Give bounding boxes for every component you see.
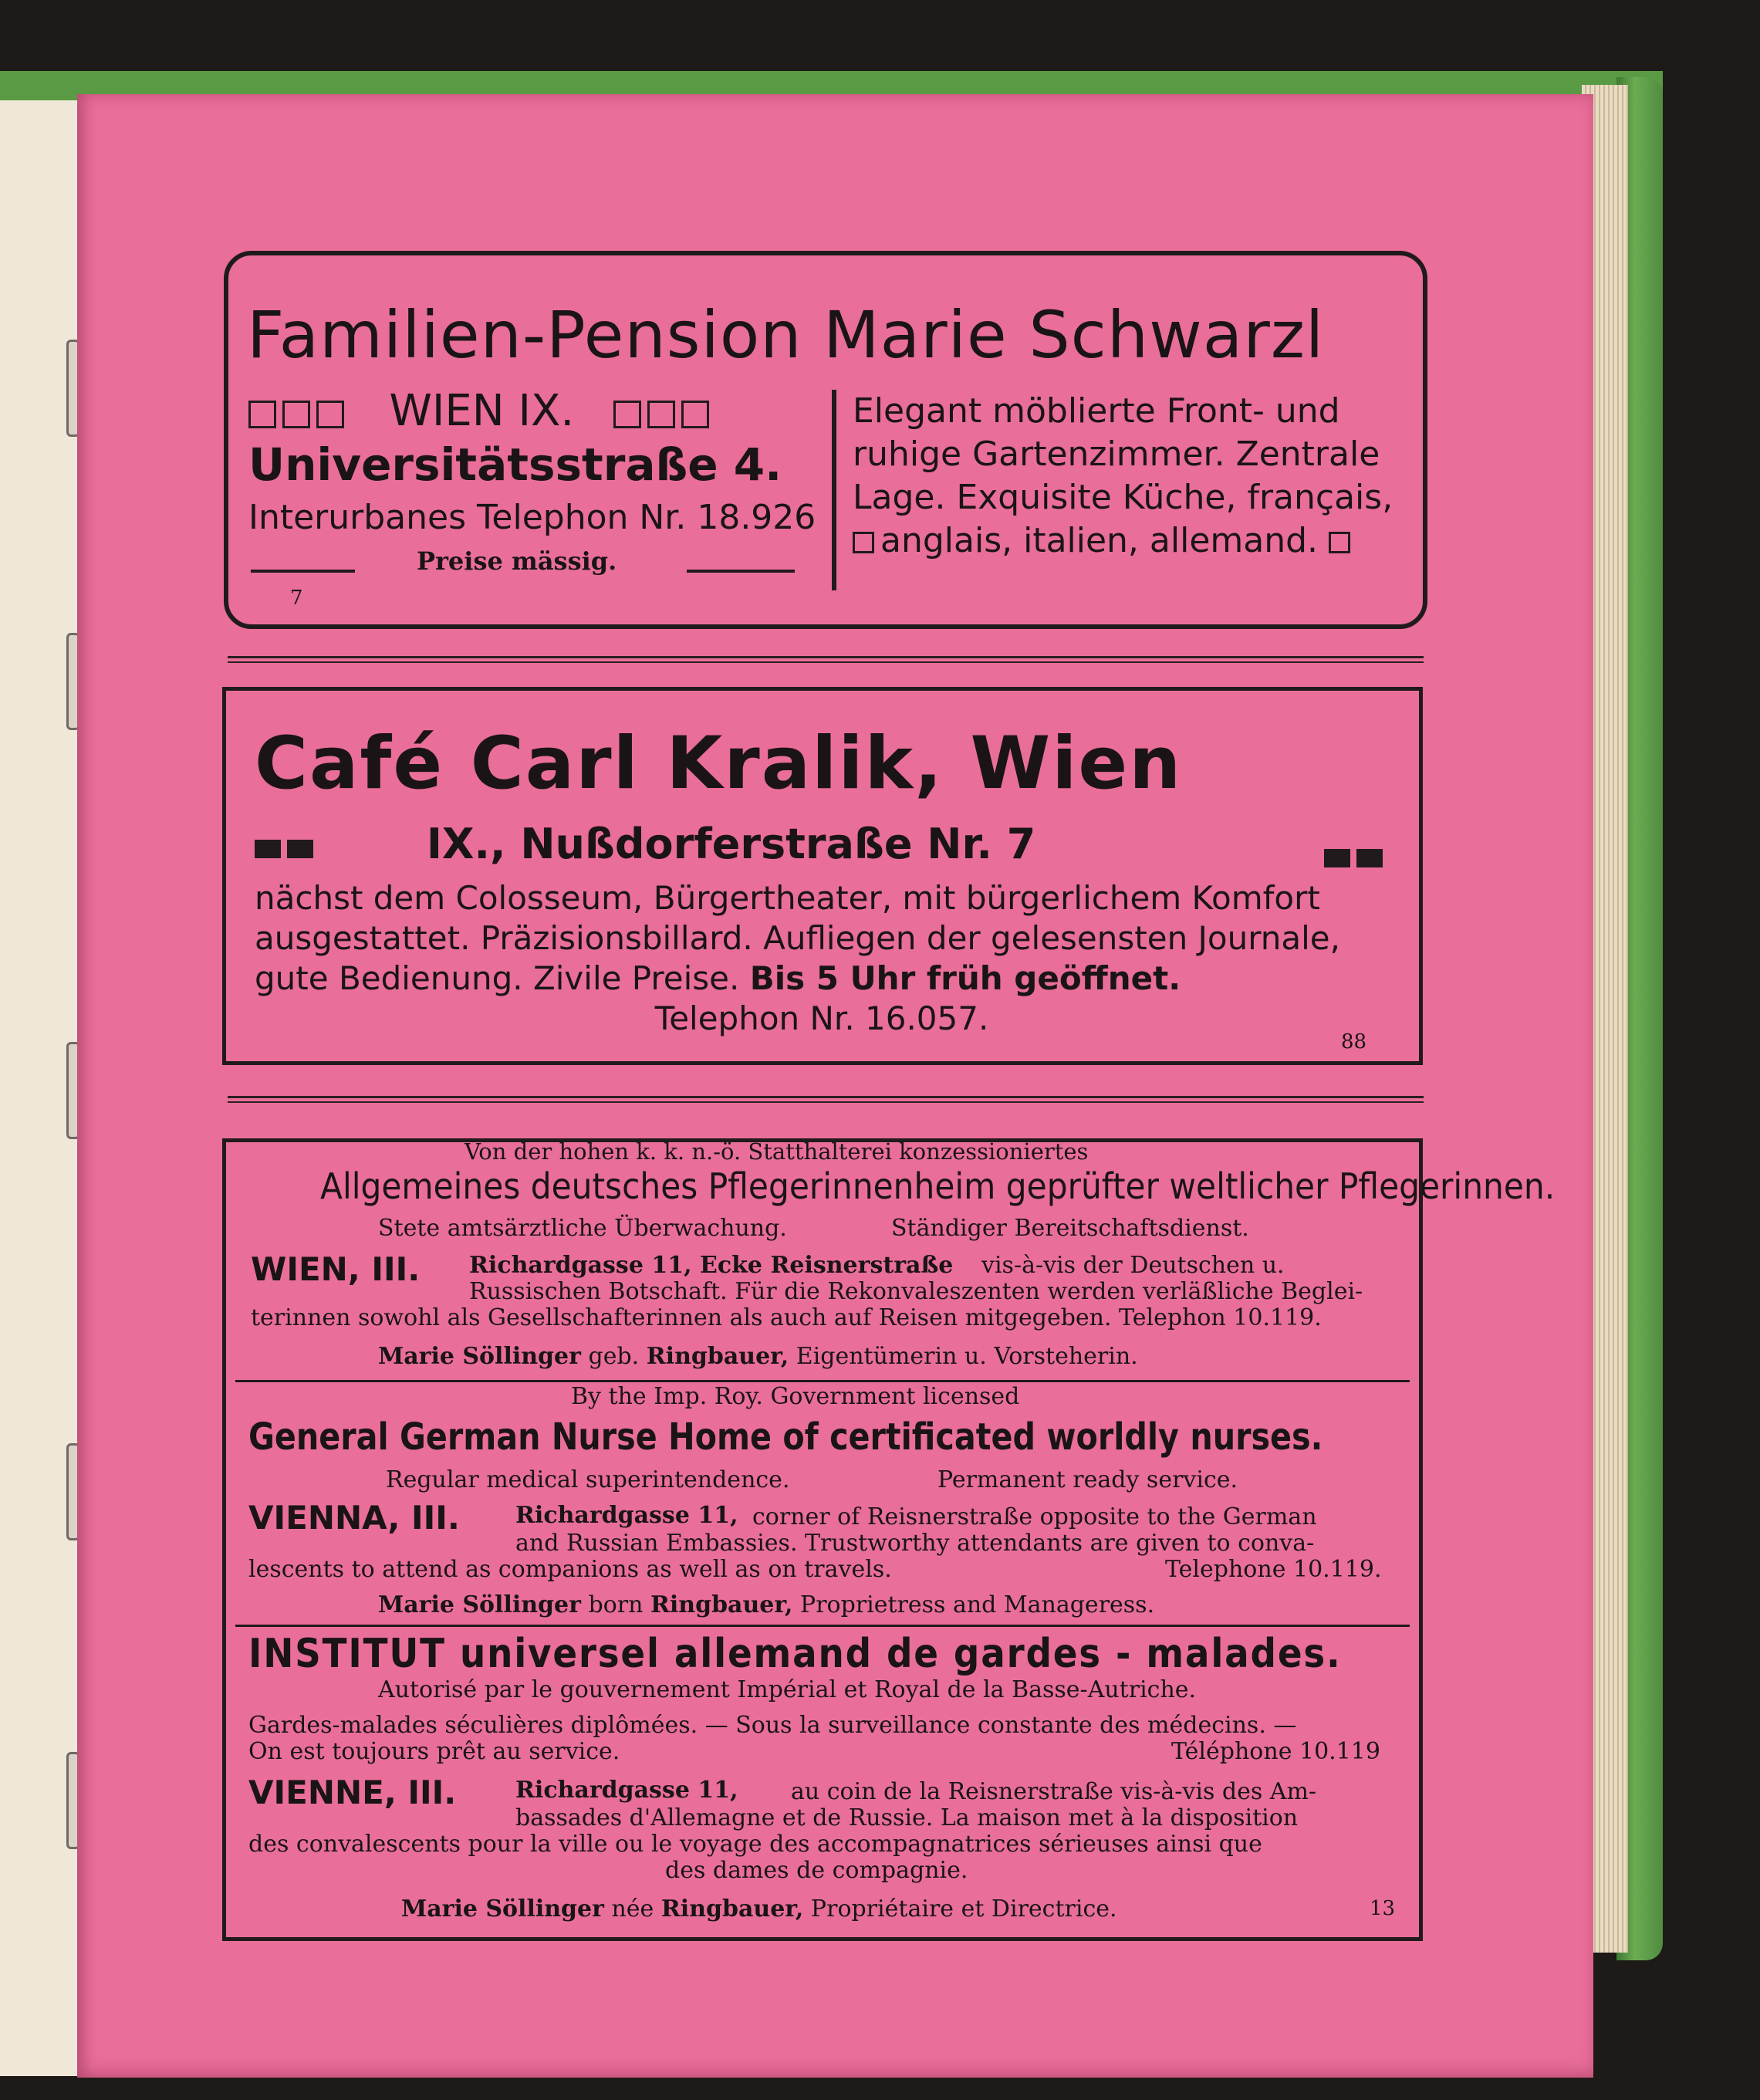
square-ornament: [1329, 532, 1350, 553]
en-city: VIENNA, III.: [248, 1499, 460, 1537]
square-ornament: [248, 401, 276, 428]
square-ornament: [613, 401, 641, 428]
body-line-last: gute Bedienung. Zivile Preise. Bis 5 Uhr früh geöffnet.: [255, 959, 1181, 997]
de-sub-right: Ständiger Bereitschaftsdienst.: [891, 1215, 1249, 1242]
ad-pension-desc: [853, 390, 1400, 563]
ad-pension-ref: 7: [290, 587, 303, 610]
de-city: WIEN, III.: [251, 1250, 421, 1288]
block-ornament: [287, 840, 313, 858]
fr-ref: 13: [1370, 1897, 1396, 1920]
desc-line: Elegant möblierte Front- und: [853, 391, 1340, 431]
fr-city: VIENNE, III.: [248, 1774, 457, 1811]
ad-cafe-hours: Bis 5 Uhr früh geöffnet.: [749, 959, 1181, 997]
de-sub-left: Stete amtsärztliche Überwachung.: [378, 1215, 787, 1242]
ad-cafe-ref: 88: [1341, 1030, 1367, 1053]
block-ornament: [255, 840, 281, 858]
en-line2: and Russian Embassies. Trustworthy attendants are given to conva-: [515, 1530, 1315, 1557]
fr-line-a: Gardes-malades séculières diplômées. — Sous la surveillance constante des médecins. —: [248, 1712, 1297, 1739]
desc-line-last: anglais, italien, allemand.: [853, 519, 1400, 563]
body-line: nächst dem Colosseum, Bürgertheater, mit bürgerlichem Komfort: [255, 879, 1320, 917]
double-rule: [228, 1096, 1424, 1103]
fr-title: INSTITUT universel allemand de gardes - malades.: [248, 1631, 1342, 1677]
de-street: Richardgasse 11, Ecke Reisnerstraße: [469, 1252, 954, 1279]
de-line3: terinnen sowohl als Gesellschafterinnen als auch auf Reisen mitgegeben. Telephon 10.119.: [251, 1304, 1322, 1331]
ad-pension-divider: [832, 390, 836, 590]
fr-street: Richardgasse 11,: [515, 1777, 738, 1804]
en-pre: By the Imp. Roy. Government licensed: [571, 1383, 1020, 1410]
en-line3: lescents to attend as companions as well as on travels.: [248, 1556, 892, 1583]
fr-sub: Autorisé par le gouvernement Impérial et Royal de la Basse-Autriche.: [378, 1676, 1197, 1703]
desc-line: Lage. Exquisite Küche, français,: [853, 478, 1393, 517]
fr-line-b: On est toujours prêt au service.: [248, 1738, 620, 1765]
ad-cafe-body: [255, 878, 1389, 1039]
en-title: General German Nurse Home of certificated worldly nurses.: [248, 1415, 1323, 1459]
fr-line2: bassades d'Allemagne et de Russie. La maison met à la disposition: [515, 1804, 1299, 1831]
en-sub-left: Regular medical superintendence.: [386, 1466, 790, 1493]
double-rule: [228, 656, 1424, 663]
ad-pension-city-row: [248, 386, 715, 436]
ad-cafe-title: Café Carl Kralik, Wien: [255, 722, 1183, 806]
square-ornament: [681, 401, 709, 428]
ad-pension-phone: Interurbanes Telephon Nr. 18.926: [248, 498, 816, 537]
fr-line1: au coin de la Reisnerstraße vis-à-vis des Am-: [791, 1778, 1317, 1805]
dash-left: [251, 570, 355, 573]
desc-line: ruhige Gartenzimmer. Zentrale: [853, 435, 1380, 474]
en-line1: corner of Reisnerstraße opposite to the German: [752, 1503, 1317, 1530]
dash-right: [687, 570, 795, 573]
square-ornament: [853, 532, 874, 553]
square-ornament: [316, 401, 344, 428]
body-line: ausgestattet. Präzisionsbillard. Aufliegen der gelesensten Journale,: [255, 919, 1340, 957]
de-line1: vis-à-vis der Deutschen u.: [981, 1252, 1285, 1279]
fr-owner: Marie Söllinger née Ringbauer, Propriétaire et Directrice.: [401, 1895, 1117, 1922]
de-title: Allgemeines deutsches Pflegerinnenheim geprüfter weltlicher Pflegerinnen.: [320, 1165, 1556, 1207]
ad-pension-street: Universitätsstraße 4.: [248, 438, 782, 491]
square-ornament: [647, 401, 675, 428]
en-sub-right: Permanent ready service.: [937, 1466, 1238, 1493]
ad-pension-title: Familien-Pension Marie Schwarzl: [247, 297, 1325, 373]
de-owner: Marie Söllinger geb. Ringbauer, Eigentümerin u. Vorsteherin.: [378, 1343, 1138, 1370]
block-ornament: [1356, 849, 1383, 867]
en-owner: Marie Söllinger born Ringbauer, Proprietress and Manageress.: [378, 1591, 1155, 1618]
block-ornament: [1324, 849, 1350, 867]
ad-cafe-address-row: [255, 820, 1389, 868]
ad-cafe-phone: Telephon Nr. 16.057.: [654, 999, 989, 1037]
square-ornament: [282, 401, 310, 428]
ad-cafe-address: IX., Nußdorferstraße Nr. 7: [426, 820, 1036, 868]
de-line2: Russischen Botschaft. Für die Rekonvaleszenten werden verläßliche Beglei-: [469, 1278, 1363, 1305]
en-phone: Telephone 10.119.: [1165, 1556, 1382, 1583]
section-separator: [235, 1625, 1410, 1627]
fr-phone: Téléphone 10.119: [1171, 1738, 1380, 1765]
ad-pension-city: WIEN IX.: [389, 386, 575, 436]
fr-line4: des dames de compagnie.: [665, 1857, 968, 1884]
en-street: Richardgasse 11,: [515, 1502, 738, 1529]
section-separator: [235, 1380, 1410, 1382]
ad-pension-prices: Preise mässig.: [417, 546, 617, 576]
de-pre: Von der hohen k. k. n.-ö. Statthalterei konzessioniertes: [464, 1138, 1089, 1165]
fr-line3: des convalescents pour la ville ou le voyage des accompagnatrices sérieuses ainsi que: [248, 1831, 1262, 1858]
